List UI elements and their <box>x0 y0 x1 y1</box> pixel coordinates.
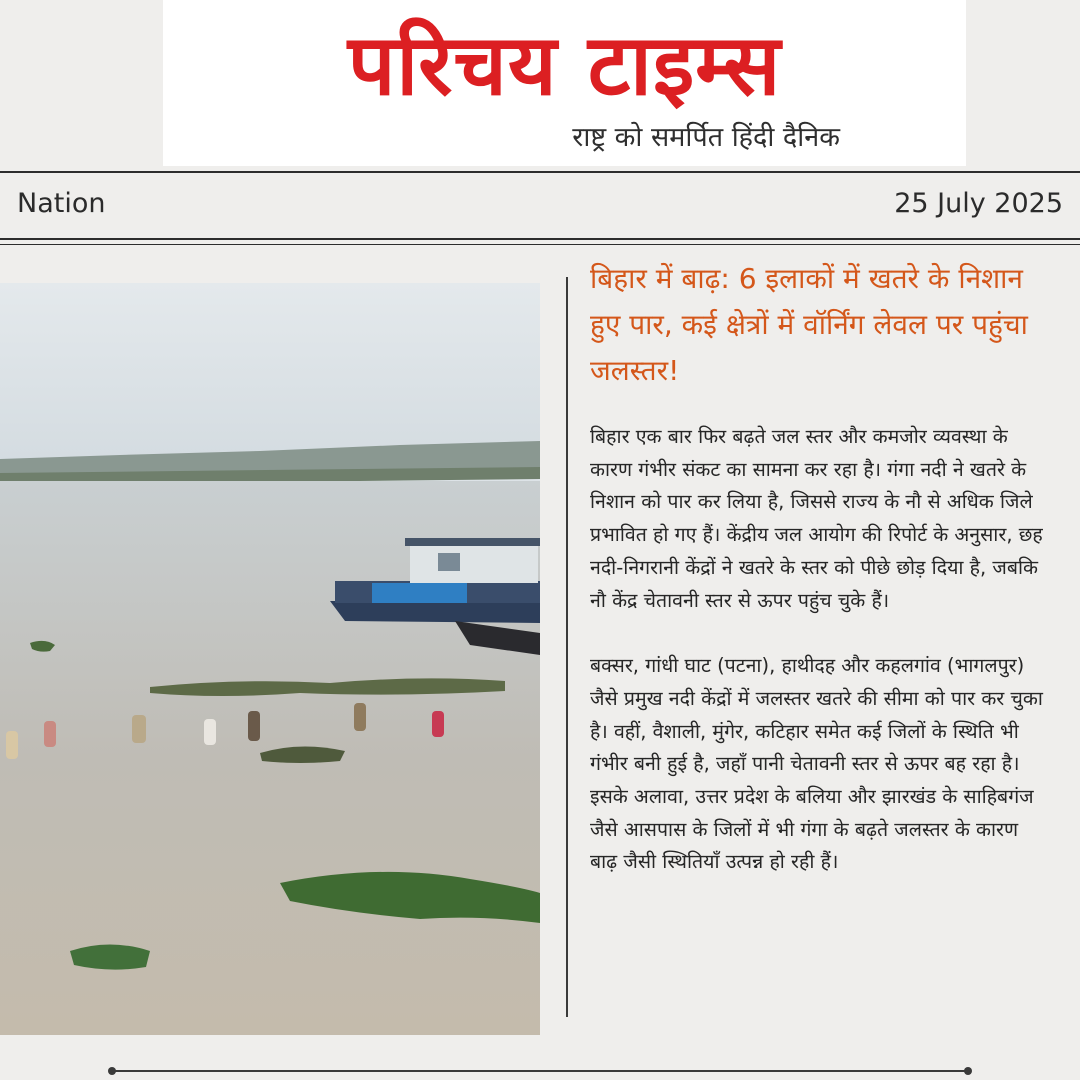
footer-rule-left-dot <box>108 1067 116 1075</box>
masthead <box>163 0 966 166</box>
column-divider <box>566 277 568 1017</box>
header-top-rule <box>0 171 1080 173</box>
footer-rule <box>112 1070 968 1072</box>
header-bottom-rule-thin <box>0 244 1080 245</box>
publication-date: 25 July 2025 <box>894 188 1063 219</box>
article-paragraph-1: बिहार एक बार फिर बढ़ते जल स्तर और कमजोर व्यवस्था के कारण गंभीर संकट का सामना कर रहा है। गंगा नदी ने खतरे के निशान को पार कर लिया है, जिससे राज्य के नौ से अधिक जिले प्रभावित हो गए हैं। केंद्रीय जल आयोग की रिपोर्ट के अनुसार, छह नदी-निगरानी केंद्रों ने खतरे के स्तर को पीछे छोड़ दिया है, जबकि नौ केंद्र चेतावनी स्तर से ऊपर पहुंच चुके हैं। <box>590 425 1043 612</box>
article-paragraph-2: बक्सर, गांधी घाट (पटना), हाथीदह और कहलगांव (भागलपुर) जैसे प्रमुख नदी केंद्रों में जलस्तर खतरे की सीमा को पार कर चुका है। वहीं, वैशाली, मुंगेर, कटिहार समेत कई जिलों के स्थिति भी गंभीर बनी हुई है, जहाँ पानी चेतावनी स्तर से ऊपर बह रहा है। इसके अलावा, उत्तर प्रदेश के बलिया और झारखंड के साहिबगंज जैसे आसपास के जिलों में भी गंगा के बढ़ते जलस्तर के कारण बाढ़ जैसी स्थितियाँ उत्पन्न हो रही हैं। <box>590 654 1043 874</box>
footer-rule-right-dot <box>964 1067 972 1075</box>
flood-photo <box>0 283 540 1035</box>
header-bottom-rule <box>0 238 1080 240</box>
newspaper-tagline: राष्ट्र को समर्पित हिंदी दैनिक <box>572 122 840 153</box>
newspaper-logo-title: परिचय टाइम्स <box>347 16 782 114</box>
article-headline: बिहार में बाढ़: 6 इलाकों में खतरे के निशान हुए पार, कई क्षेत्रों में वॉर्निंग लेवल पर पहुंचा जलस्तर! <box>590 262 1028 387</box>
article-body <box>590 421 1050 879</box>
section-label: Nation <box>17 188 106 219</box>
